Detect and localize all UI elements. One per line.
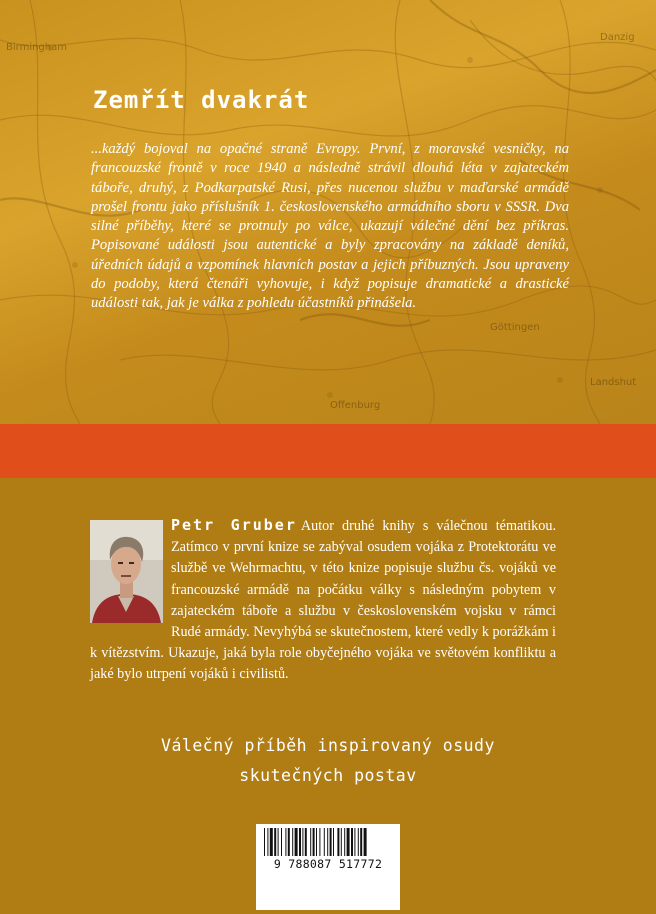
barcode-bar (344, 828, 345, 856)
barcode-bar (351, 828, 353, 856)
barcode-bar (267, 828, 268, 856)
barcode-bar (327, 828, 328, 856)
accent-stripe (0, 424, 656, 478)
tagline-line-1: Válečný příběh inspirovaný osudy (161, 736, 495, 755)
barcode-bar (299, 828, 301, 856)
barcode-bar (337, 828, 339, 856)
barcode-bar (324, 828, 325, 856)
barcode-bar (302, 828, 303, 856)
barcode-bar (285, 828, 286, 856)
barcode-bar (316, 828, 317, 856)
author-bio: Autor druhé knihy s válečnou tématikou. Zatímco v první knize se zabýval osudem vojáka z Protektorátu ve službě ve Wehrmachtu, v této knize popisuje službu čs. vojáků ve francouzské armádě na počátku války s následným pobytem v zajateckém táboře a službu v československém vojsku v rámci Rudé armády. Nevyhýbá se skutečnostem, které vedly k porážkám i k vítězstvím. Ukazuje, jaká byla role obyčejného vojáka ve světovém konfliktu a jaké bylo utrpení vojáků i civilistů. (90, 518, 556, 683)
barcode-bar (310, 828, 311, 856)
barcode-bar (333, 828, 334, 856)
map-label-danzig: Danzig (600, 32, 635, 43)
book-blurb: ...každý bojoval na opačné straně Evropy. První, z moravské vesničky, na francouzské frontě v roce 1940 a následně strávil dlouhá léta v zajateckém táboře, druhý, z Podkarpatské Rusi, přes nucenou službu v maďarské armádě prošel frontu jako příslušník 1. československého armádního sboru v SSSR. Dva silné příběhy, které se protnuly po válce, ukazují válečné dění bez příkras. Popisované události jsou autentické a byly zpracovány na základě deníků, úředních údajů a vzpomínek hlavních postav a jejich příbuzných. Jsou upraveny do podoby, která čtenáři vyhovuje, i když popisuje dramatické a drastické události tak, jak je válka z pohledu účastníků přinášela. (91, 141, 569, 312)
barcode-bar (313, 828, 315, 856)
barcode-bar (292, 828, 293, 856)
book-title: Zemřít dvakrát (93, 86, 310, 114)
barcode-bar (360, 828, 362, 856)
isbn-number: 9 788087 517772 (273, 857, 383, 871)
barcode-bar (305, 828, 307, 856)
barcode-bar (354, 828, 355, 856)
map-label-birmingham: Birmingham (6, 42, 67, 53)
tagline-line-2: skutečných postav (239, 766, 417, 785)
barcode-bar (341, 828, 342, 856)
barcode-bar (295, 828, 298, 856)
map-label-gottingen: Göttingen (490, 322, 540, 333)
barcode-bar (358, 828, 359, 856)
barcode-bar (364, 828, 367, 856)
map-label-offenburg: Offenburg (330, 400, 381, 411)
barcode-bar (319, 828, 320, 856)
barcode-bar (278, 828, 279, 856)
author-bio-paragraph (90, 515, 556, 686)
barcode-bar (347, 828, 350, 856)
barcode-bar (264, 828, 265, 856)
isbn-barcode (256, 824, 400, 910)
map-background (0, 0, 656, 424)
tagline (100, 731, 556, 791)
barcode-bar (288, 828, 290, 856)
barcode-bar (281, 828, 282, 856)
barcode-bar (270, 828, 273, 856)
author-name: Petr Gruber (171, 516, 297, 534)
map-label-landshut: Landshut (590, 377, 637, 388)
barcode-bar (330, 828, 332, 856)
barcode-bar (274, 828, 276, 856)
